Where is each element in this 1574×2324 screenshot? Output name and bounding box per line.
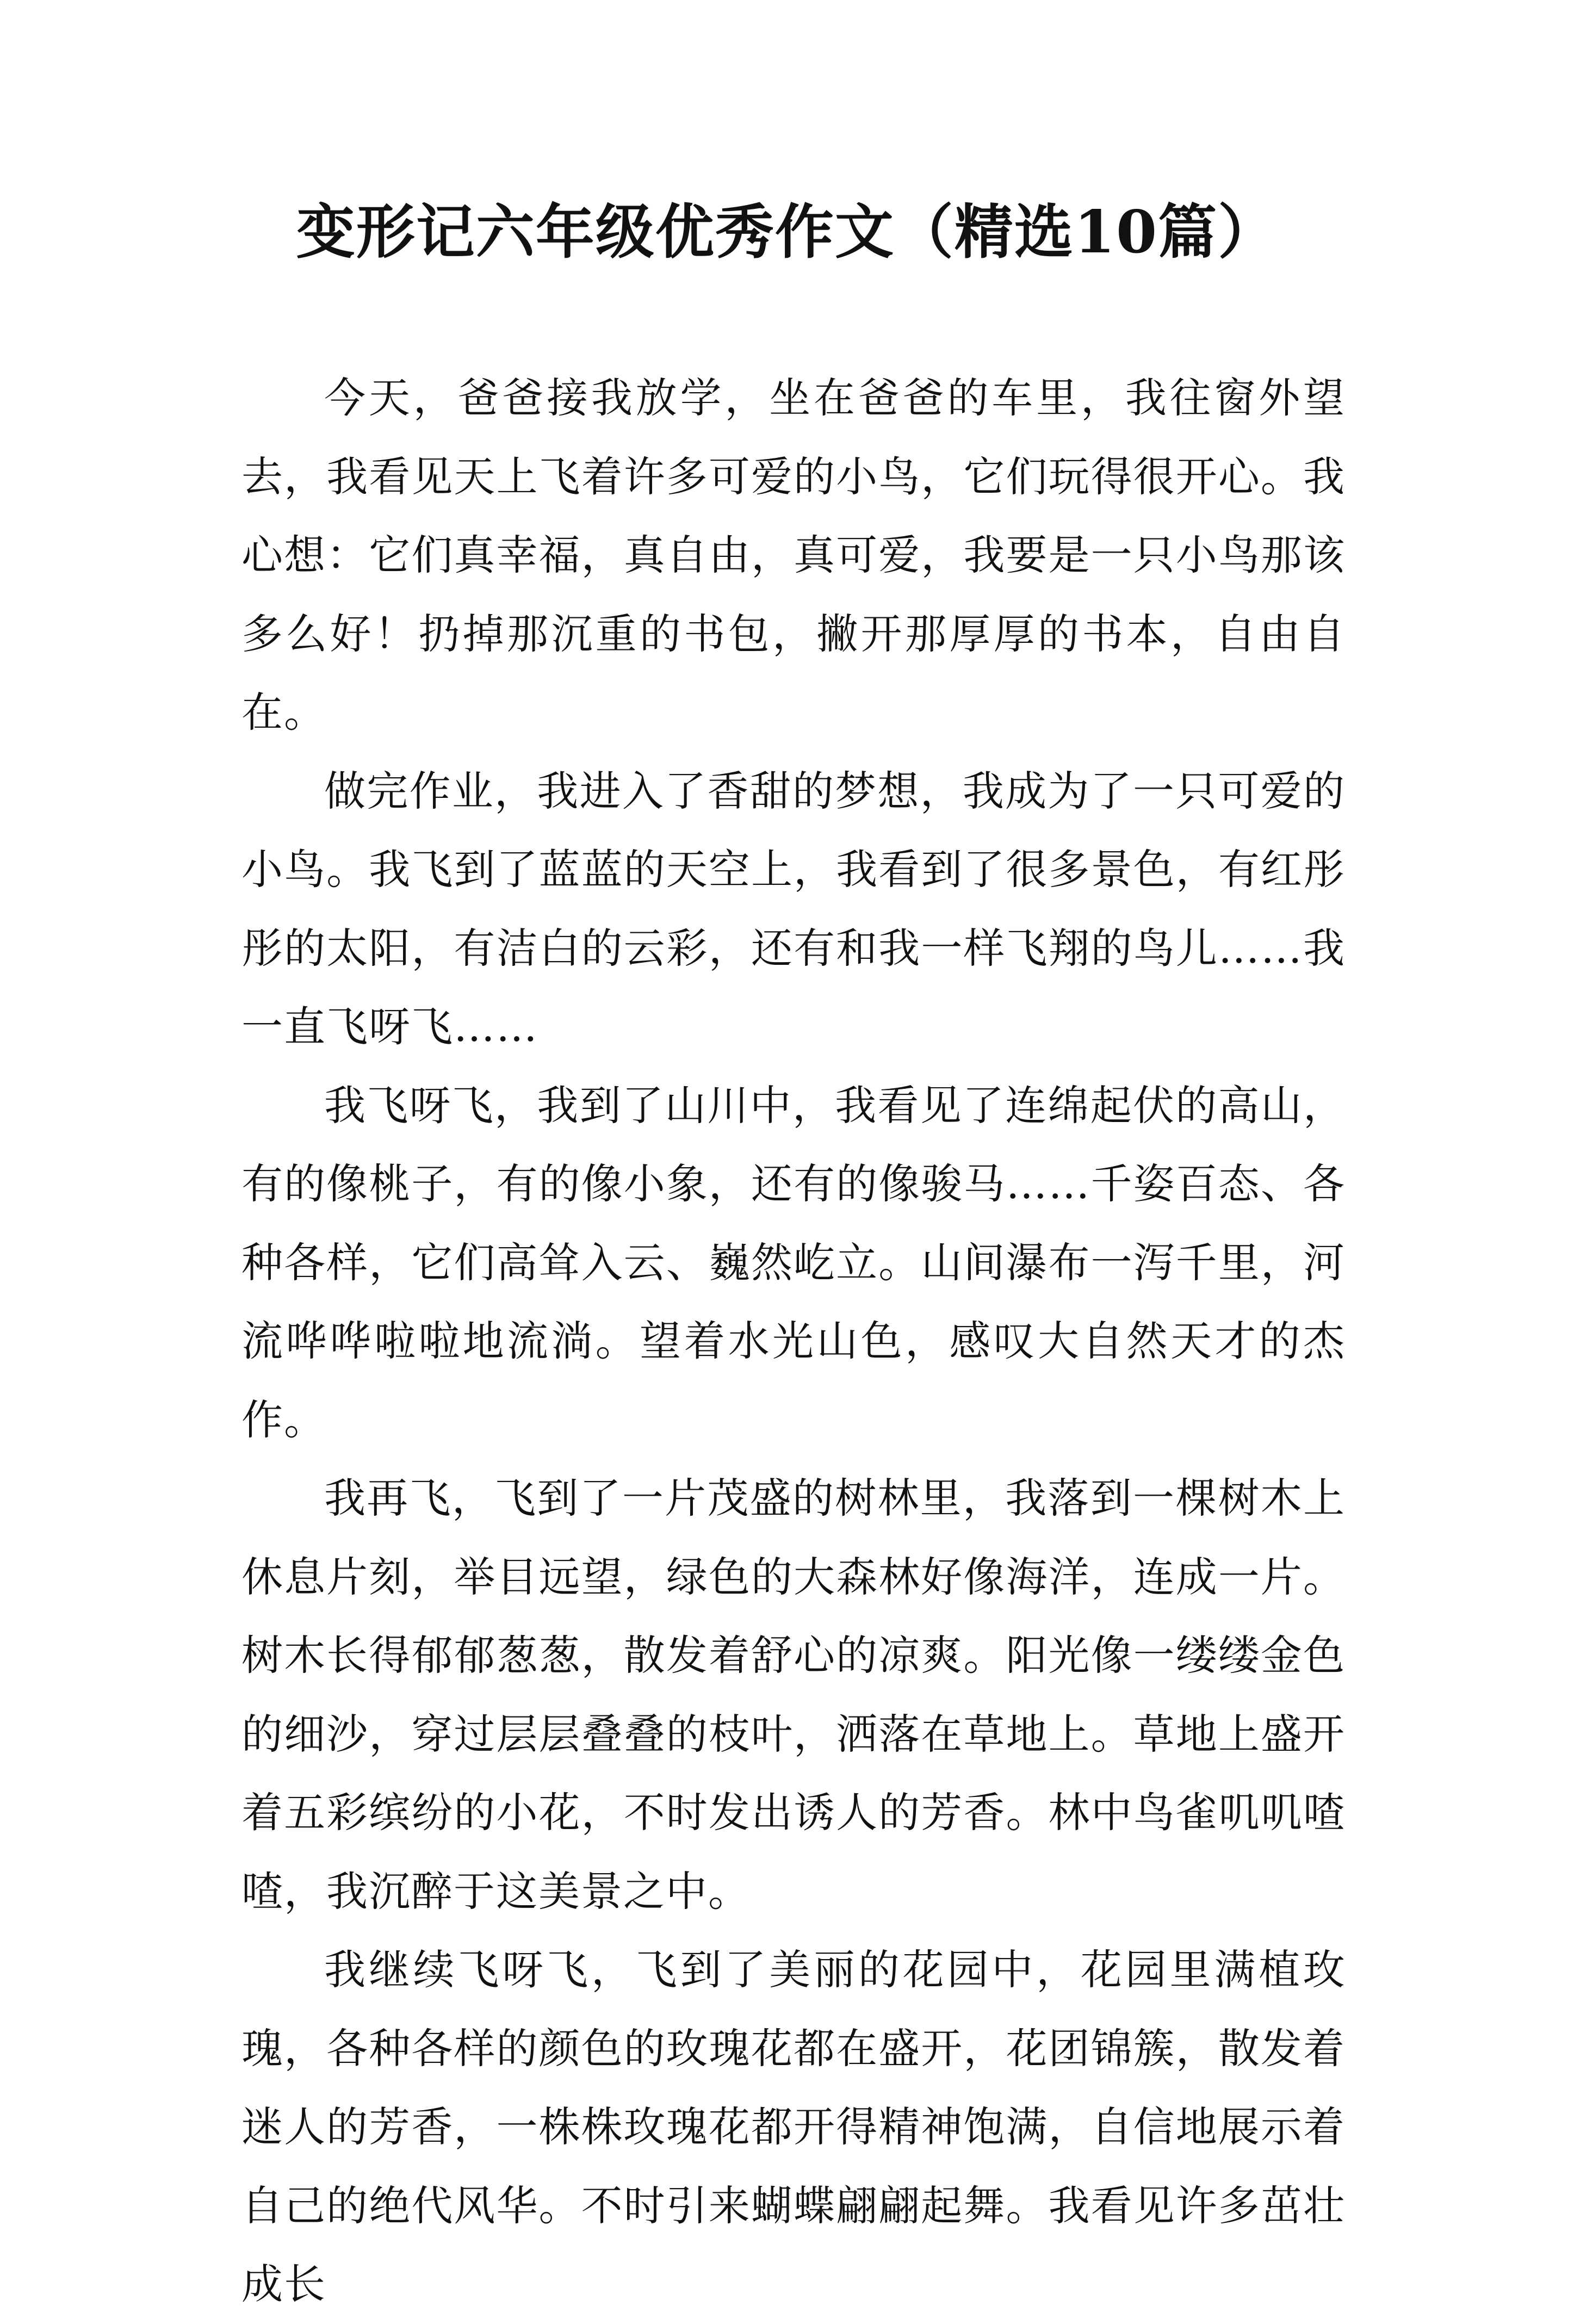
- paragraph: 我继续飞呀飞，飞到了美丽的花园中，花园里满植玫瑰，各种各样的颜色的玫瑰花都在盛开，花团锦簇，散发着迷人的芳香，一株株玫瑰花都开得精神饱满，自信地展示着自己的绝代风华。不时引来蝴蝶翩翩起舞。我看见许多茁壮成长: [241, 1945, 1346, 2308]
- paragraph: 我飞呀飞，我到了山川中，我看见了连绵起伏的高山，有的像桃子，有的像小象，还有的像骏马……千姿百态、各种各样，它们高耸入云、巍然屹立。山间瀑布一泻千里，河流哗哗啦啦地流淌。望着水光山色，感叹大自然天才的杰作。: [241, 1081, 1346, 1444]
- document-title: 变形记六年级优秀作文（精选10篇）: [296, 198, 1278, 267]
- paragraph: 我再飞，飞到了一片茂盛的树林里，我落到一棵树木上休息片刻，举目远望，绿色的大森林好像海洋，连成一片。树木长得郁郁葱葱，散发着舒心的凉爽。阳光像一缕缕金色的细沙，穿过层层叠叠的枝叶，洒落在草地上。草地上盛开着五彩缤纷的小花，不时发出诱人的芳香。林中鸟雀叽叽喳喳，我沉醉于这美景之中。: [241, 1474, 1346, 1916]
- document-body: [241, 359, 1346, 2324]
- paragraph: 做完作业，我进入了香甜的梦想，我成为了一只可爱的小鸟。我飞到了蓝蓝的天空上，我看到了很多景色，有红彤彤的太阳，有洁白的云彩，还有和我一样飞翔的鸟儿……我一直飞呀飞……: [241, 766, 1346, 1051]
- paragraph: 今天，爸爸接我放学，坐在爸爸的车里，我往窗外望去，我看见天上飞着许多可爱的小鸟，它们玩得很开心。我心想：它们真幸福，真自由，真可爱，我要是一只小鸟那该多么好！扔掉那沉重的书包，撇开那厚厚的书本，自由自在。: [241, 374, 1346, 736]
